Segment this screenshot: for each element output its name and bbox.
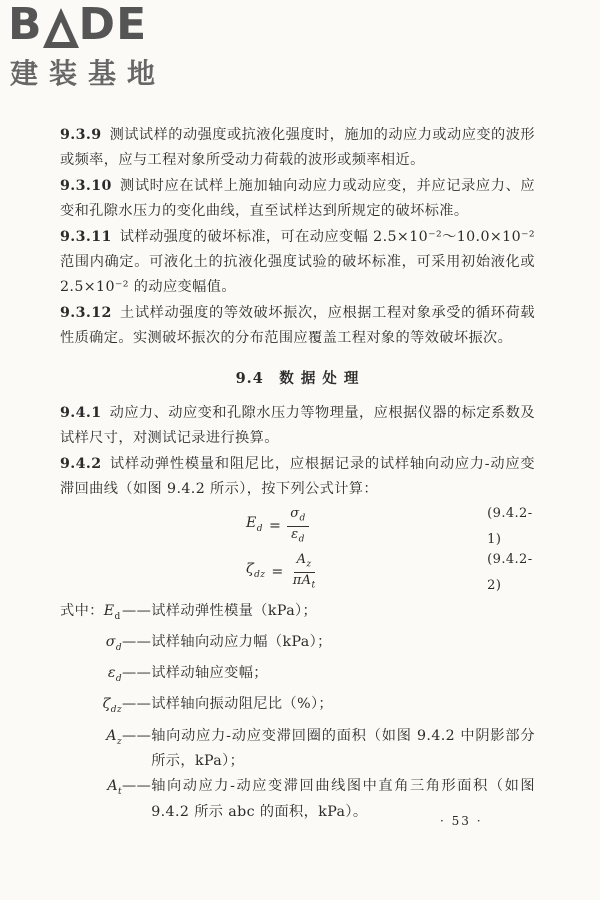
formula-expression: $E_d$ = $\frac{\sigma_d}{\varepsilon_d}$ bbox=[60, 506, 487, 548]
definition-symbol: $\sigma_d$ bbox=[105, 633, 122, 653]
page-number: · 53 · bbox=[440, 814, 483, 828]
clause-number: 9.3.10 bbox=[60, 177, 112, 194]
logo-wordmark bbox=[8, 2, 188, 48]
logo-letters-b: B bbox=[8, 0, 43, 50]
section-title: 9.4 数 据 处 理 bbox=[235, 369, 360, 387]
formula-expression: $\zeta_{dz}$ = $\frac{A_z}{\pi A_t}$ bbox=[60, 552, 487, 594]
definition-item: 式中：$E_d$ —— 试样动弹性模量（kPa）； bbox=[60, 599, 535, 630]
definition-symbol: $A_t$ bbox=[107, 778, 122, 798]
formula-lhs: $\zeta_{dz}$ bbox=[246, 561, 266, 580]
clause-number: 9.3.12 bbox=[60, 304, 112, 321]
clause-text: 试样动弹性模量和阻尼比，应根据记录的试样轴向动应力-动应变滞回曲线（如图 9.4.2 所示），按下列公式计算： bbox=[60, 455, 535, 498]
definition-text: 试样轴向动应力幅（kPa）； bbox=[151, 633, 332, 650]
document-body bbox=[60, 123, 535, 825]
clause-number: 9.3.11 bbox=[60, 228, 112, 245]
formula-fraction bbox=[290, 552, 319, 594]
brand-logo bbox=[8, 2, 188, 92]
definition-symbol: $\zeta_{dz}$ bbox=[102, 696, 122, 716]
clause-text: 测试时应在试样上施加轴向动应力或动应变，并应记录应力、应变和孔隙水压力的变化曲线，直至试样达到所规定的破坏标准。 bbox=[60, 177, 535, 220]
logo-letters-de: DE bbox=[78, 0, 148, 50]
clause-text: 试样动强度的破坏标准，可在动应变幅 2.5×10⁻²～10.0×10⁻² 范围内确定。可液化土的抗液化强度试验的破坏标准，可采用初始液化或 2.5×10⁻² 的动应变幅值。 bbox=[60, 228, 535, 296]
definition-text: 试样轴向振动阻尼比（%）； bbox=[151, 696, 334, 713]
definition-item: $A_t$ —— 轴向动应力-动应变滞回曲线图中直角三角形面积（如图 9.4.2 所示 abc 的面积，kPa）。 bbox=[60, 774, 535, 825]
definition-item: $\zeta_{dz}$ —— 试样轴向振动阻尼比（%）； bbox=[60, 692, 535, 723]
fraction-numerator: $\sigma_d$ bbox=[287, 506, 308, 528]
clause-number: 9.4.2 bbox=[60, 455, 102, 472]
definition-text: 试样动弹性模量（kPa）； bbox=[151, 602, 318, 619]
formula-1 bbox=[60, 505, 535, 549]
clause-9-3-12 bbox=[60, 301, 535, 352]
clause-text: 土试样动强度的等效破坏振次，应根据工程对象承受的循环荷载性质确定。实测破坏振次的分布范围应覆盖工程对象的等效破坏振次。 bbox=[60, 304, 535, 347]
fraction-denominator: $\pi A_t$ bbox=[292, 573, 316, 591]
clause-9-3-10 bbox=[60, 174, 535, 225]
definition-item: $\varepsilon_d$ —— 试样动轴应变幅； bbox=[60, 661, 535, 692]
symbol-definitions bbox=[60, 599, 535, 826]
formula-fraction bbox=[287, 506, 308, 548]
clause-number: 9.4.1 bbox=[60, 405, 102, 422]
clause-text: 动应力、动应变和孔隙水压力等物理量，应根据仪器的标定系数及试样尺寸，对测试记录进行换算。 bbox=[60, 405, 535, 447]
equation-number: (9.4.2-2) bbox=[487, 552, 533, 593]
clause-9-3-9 bbox=[60, 123, 535, 174]
equation-number: (9.4.2-1) bbox=[487, 506, 533, 547]
definition-text: 轴向动应力-动应变滞回圈的面积（如图 9.4.2 中阴影部分所示，kPa）； bbox=[151, 727, 535, 770]
logo-chinese-name: 建装基地 bbox=[10, 57, 167, 90]
logo-delta-icon bbox=[43, 4, 79, 48]
definition-item: $\sigma_d$ —— 试样轴向动应力幅（kPa）； bbox=[60, 630, 535, 661]
clause-number: 9.3.9 bbox=[60, 127, 102, 143]
clause-9-3-11 bbox=[60, 225, 535, 301]
definitions-intro: 式中：$E_d$ bbox=[60, 602, 121, 622]
definition-item: $A_z$ —— 轴向动应力-动应变滞回圈的面积（如图 9.4.2 中阴影部分所示，kPa）； bbox=[60, 724, 535, 775]
formula-lhs: $E_d$ bbox=[246, 515, 263, 534]
clause-9-4-1 bbox=[60, 401, 535, 452]
definition-symbol: $A_z$ bbox=[106, 727, 122, 747]
definition-text: 轴向动应力-动应变滞回曲线图中直角三角形面积（如图 9.4.2 所示 abc 的面积，kPa）。 bbox=[151, 778, 535, 820]
clause-9-4-2 bbox=[60, 452, 535, 503]
formula-2 bbox=[60, 551, 535, 595]
clause-text: 测试试样的动强度或抗液化强度时，施加的动应力或动应变的波形或频率，应与工程对象所受动力荷载的波形或频率相近。 bbox=[60, 127, 535, 169]
fraction-denominator: $\varepsilon_d$ bbox=[291, 527, 305, 545]
fraction-numerator: $A_z$ bbox=[294, 552, 315, 574]
definition-symbol: $\varepsilon_d$ bbox=[107, 665, 122, 684]
definition-text: 试样动轴应变幅； bbox=[151, 665, 268, 682]
